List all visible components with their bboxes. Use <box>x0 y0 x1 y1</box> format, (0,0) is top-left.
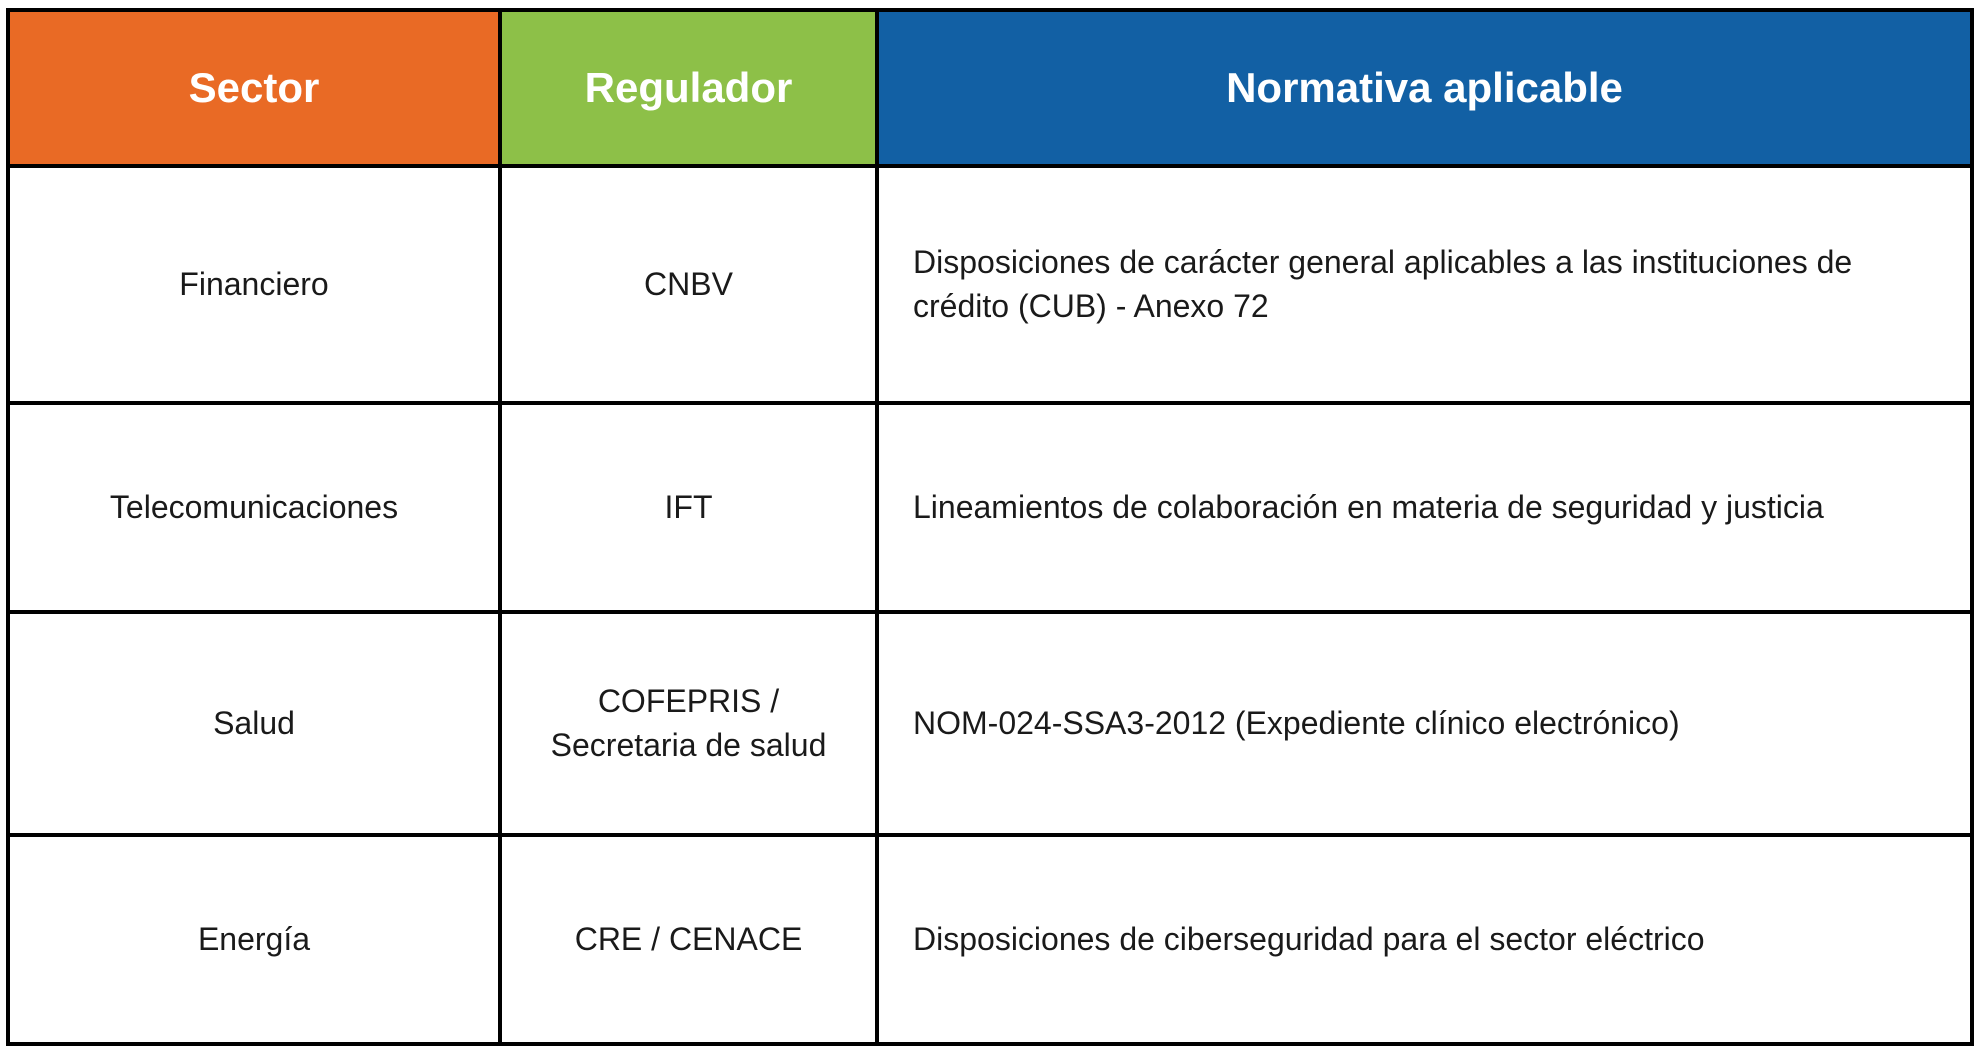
cell-sector: Financiero <box>8 166 500 403</box>
table-row <box>8 835 1972 1044</box>
cell-normativa: Disposiciones de ciberseguridad para el sector eléctrico <box>877 835 1972 1044</box>
table-row <box>8 612 1972 835</box>
table-header-row <box>8 10 1972 166</box>
header-sector: Sector <box>8 10 500 166</box>
regulation-table-container <box>6 8 1970 1046</box>
cell-sector: Telecomunicaciones <box>8 403 500 612</box>
cell-normativa: NOM-024-SSA3-2012 (Expediente clínico electrónico) <box>877 612 1972 835</box>
header-normativa: Normativa aplicable <box>877 10 1972 166</box>
regulation-table <box>6 8 1974 1046</box>
cell-sector: Energía <box>8 835 500 1044</box>
header-regulador: Regulador <box>500 10 877 166</box>
cell-sector: Salud <box>8 612 500 835</box>
cell-regulador: CRE / CENACE <box>500 835 877 1044</box>
cell-regulador: IFT <box>500 403 877 612</box>
table-row <box>8 403 1972 612</box>
cell-normativa: Disposiciones de carácter general aplicables a las instituciones de crédito (CUB) - Anexo 72 <box>877 166 1972 403</box>
cell-normativa: Lineamientos de colaboración en materia de seguridad y justicia <box>877 403 1972 612</box>
cell-regulador: COFEPRIS / Secretaria de salud <box>500 612 877 835</box>
cell-regulador: CNBV <box>500 166 877 403</box>
table-row <box>8 166 1972 403</box>
